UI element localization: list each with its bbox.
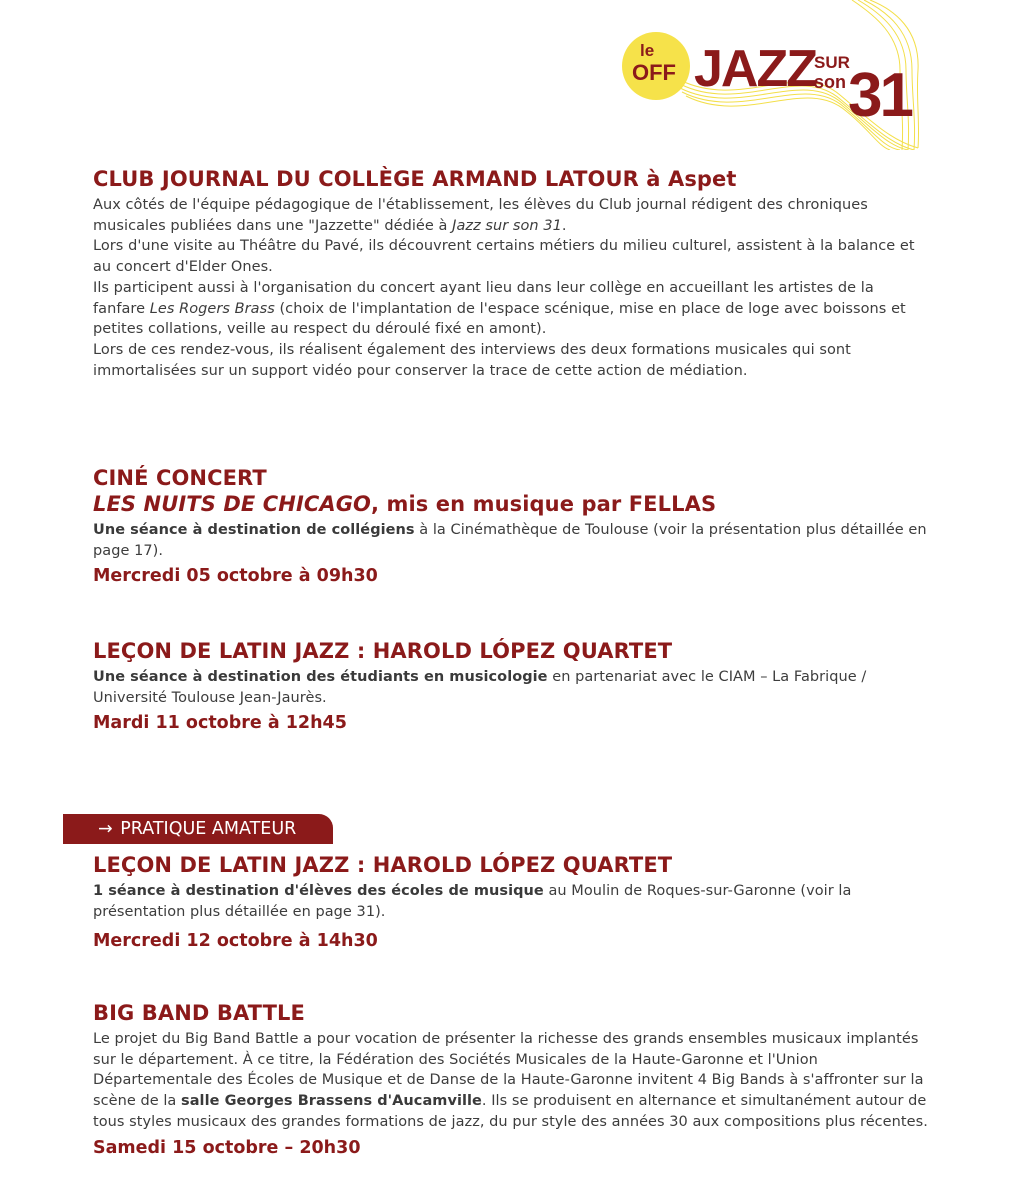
logo-le: le: [640, 41, 655, 60]
logo-jazz: JAZZ: [694, 40, 816, 98]
club-journal-body: Aux côtés de l'équipe pédagogique de l'établissement, les élèves du Club journal rédigent des chroniques musicales publiées dans une "Jazzette" dédiée à Jazz sur son 31. Lors d'une visite au Théâtre du Pavé, ils découvrent certains métiers du milieu culturel, assistent à la balance et au concert d'Elder Ones. Ils participent aussi à l'organisation du concert ayant lieu dans leur collège en accueillant les artistes de la fanfare Les Rogers Brass (choix de l'implantation de l'espace scénique, mise en place de loge avec boissons et petites collations, veille au respect du déroulé fixé en amont). Lors de ces rendez-vous, ils réalisent également des interviews des deux formations musicales qui sont immortalisées sur un support vidéo pour conserver la trace de cette action de médiation.: [93, 197, 915, 379]
latin-jazz-section-2: [93, 852, 928, 952]
club-journal-section: [93, 166, 928, 381]
arrow-right-icon: →: [98, 819, 113, 839]
cine-concert-title: CINÉ CONCERT LES NUITS DE CHICAGO, mis en musique par FELLAS: [93, 466, 717, 516]
pratique-amateur-label: PRATIQUE AMATEUR: [120, 819, 297, 839]
big-band-battle-body: Le projet du Big Band Battle a pour vocation de présenter la richesse des grands ensembles musicaux implantés sur le département. À ce titre, la Fédération des Sociétés Musicales de la Haute-Garonne et l'Union Départementale des Écoles de Musique et de Danse de la Haute-Garonne invitent 4 Big Bands à s'affronter sur la scène de la salle Georges Brassens d'Aucamville. Ils se produisent en alternance et simultanément autour de tous styles musicaux des grandes formations de jazz, du pur style des années 30 aux compositions plus récentes.: [93, 1031, 928, 1130]
latin-jazz-body-2: 1 séance à destination d'élèves des écoles de musique au Moulin de Roques-sur-Garonne (voir la présentation plus détaillée en page 31).: [93, 883, 852, 920]
logo-31: 31: [848, 61, 911, 130]
pratique-amateur-tag: [63, 814, 333, 844]
jazz-sur-son-31-logo: [620, 0, 925, 150]
latin-jazz-date-2: Mercredi 12 octobre à 14h30: [93, 931, 378, 952]
big-band-battle-title: BIG BAND BATTLE: [93, 1001, 305, 1025]
cine-concert-section: [93, 465, 928, 587]
cine-concert-body: Une séance à destination de collégiens à la Cinémathèque de Toulouse (voir la présentation plus détaillée en page 17).: [93, 522, 927, 559]
latin-jazz-title-1: LEÇON DE LATIN JAZZ : HAROLD LÓPEZ QUARTET: [93, 639, 673, 663]
latin-jazz-section-1: [93, 638, 928, 734]
latin-jazz-date-1: Mardi 11 octobre à 12h45: [93, 713, 347, 734]
logo-son: son: [814, 72, 847, 92]
latin-jazz-title-2: LEÇON DE LATIN JAZZ : HAROLD LÓPEZ QUARTET: [93, 853, 673, 877]
logo-off: OFF: [632, 60, 676, 85]
club-journal-title: CLUB JOURNAL DU COLLÈGE ARMAND LATOUR à Aspet: [93, 167, 737, 191]
latin-jazz-body-1: Une séance à destination des étudiants en musicologie en partenariat avec le CIAM – La Fabrique / Université Toulouse Jean-Jaurès.: [93, 669, 867, 706]
big-band-battle-date: Samedi 15 octobre – 20h30: [93, 1137, 361, 1158]
cine-concert-date: Mercredi 05 octobre à 09h30: [93, 566, 378, 587]
logo-sur: SUR: [814, 53, 850, 72]
big-band-battle-section: [93, 1000, 928, 1159]
